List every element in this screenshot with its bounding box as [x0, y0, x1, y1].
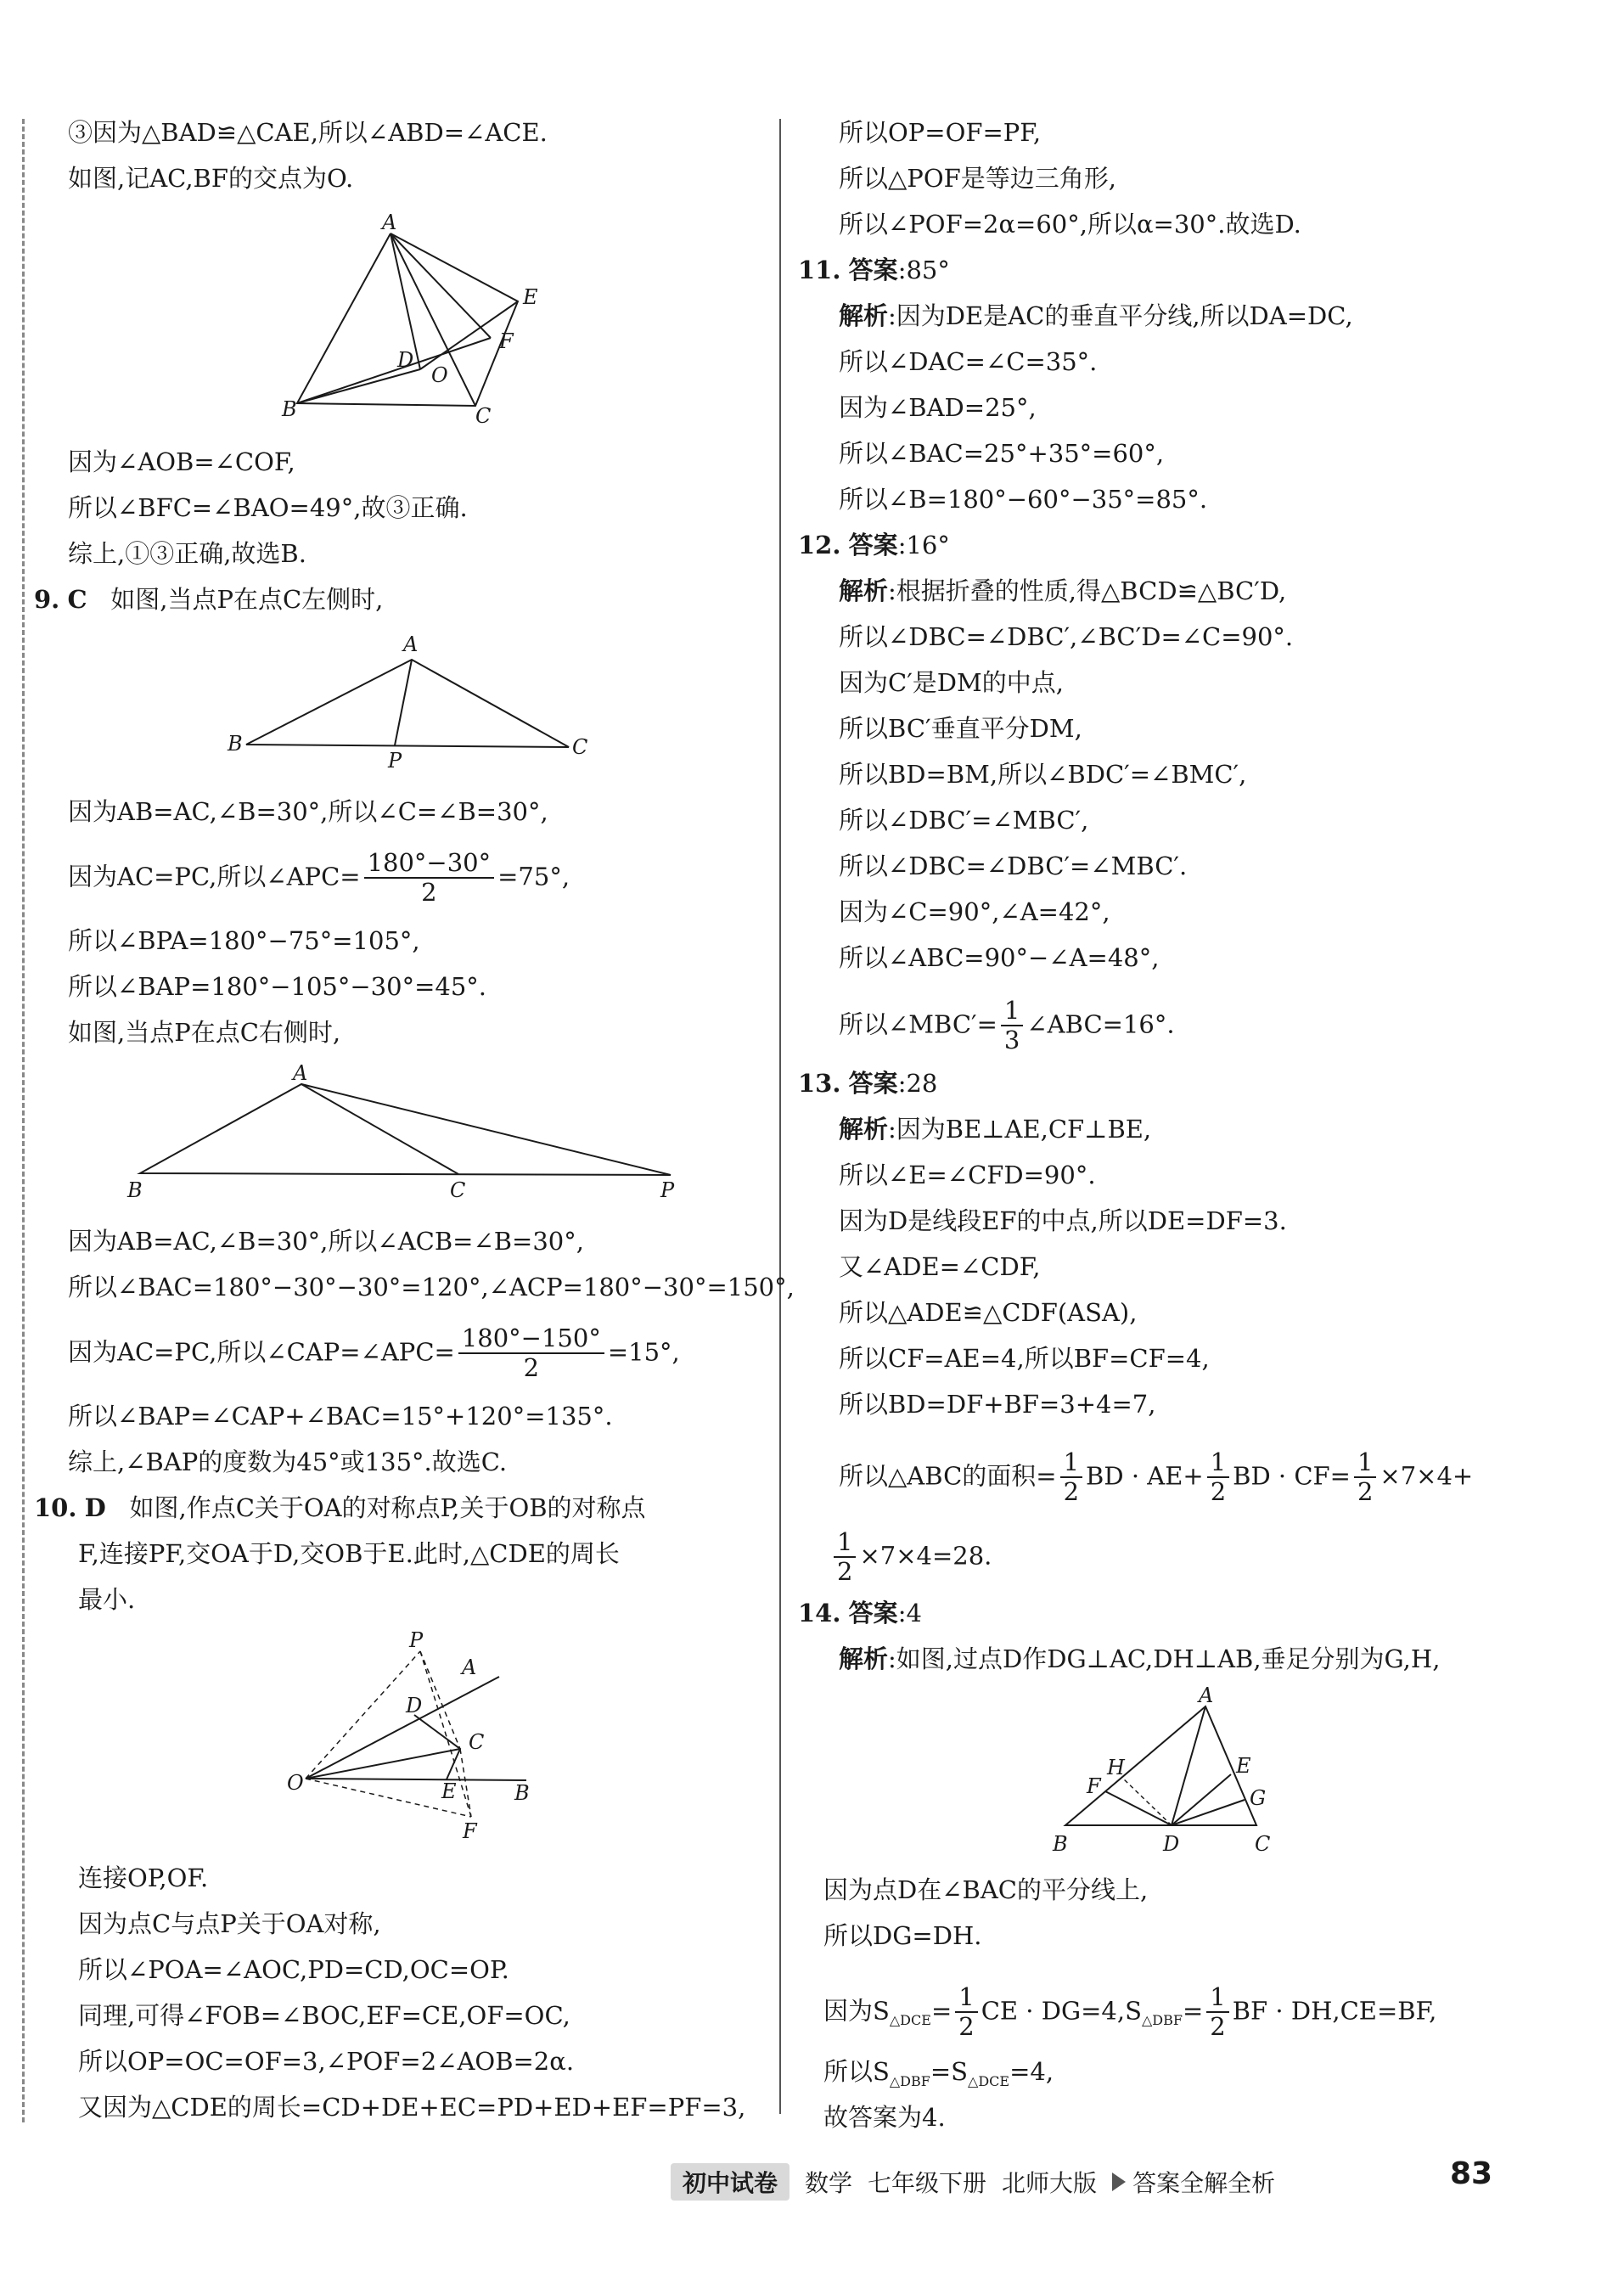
- fig5-triangle: [1065, 1706, 1256, 1825]
- left-line: 同理,可得∠FOB=∠BOC,EF=CE,OF=OC,: [78, 2001, 570, 2030]
- right-line: 所以∠E=∠CFD=90°.: [839, 1161, 1096, 1189]
- left-line: 所以∠BAP=∠CAP+∠BAC=15°+120°=135°.: [68, 1402, 613, 1431]
- left-line-fraction: [68, 849, 570, 908]
- question-13: [798, 1066, 937, 1100]
- subscript: △DBF: [1141, 2012, 1183, 2029]
- answer-value: :16°: [897, 531, 950, 559]
- fraction: [1207, 1448, 1229, 1507]
- right-line: 因为D是线段EF的中点,所以DE=DF=3.: [839, 1206, 1287, 1235]
- fig4-ray-OB: [306, 1779, 526, 1780]
- right-line-fraction: [839, 1448, 1473, 1507]
- numerator: 1: [1001, 997, 1023, 1026]
- fig5-seg: [1105, 1791, 1172, 1825]
- text: BF · DH,CE=BF,: [1232, 1996, 1437, 2026]
- right-line: 所以∠DAC=∠C=35°.: [839, 347, 1098, 376]
- fig1-seg: [297, 338, 491, 403]
- fig2-triangle: [246, 660, 569, 747]
- analysis-label: 解析: [839, 576, 889, 605]
- fig4-label: P: [409, 1628, 424, 1652]
- fig4-label: O: [287, 1771, 304, 1795]
- right-line: [839, 1112, 1151, 1146]
- text: ∠ABC=16°.: [1026, 1009, 1175, 1039]
- footer-grade: 七年级下册: [868, 2169, 987, 2197]
- left-line: 所以∠BFC=∠BAO=49°,故③正确.: [68, 493, 468, 522]
- fig3-label: B: [127, 1178, 143, 1202]
- fig5-dash: [1122, 1778, 1172, 1825]
- question-9: [34, 582, 383, 616]
- right-line: [823, 2055, 1054, 2099]
- fig1-label: A: [382, 211, 397, 234]
- fig4-seg: [306, 1749, 460, 1779]
- question-12: [798, 528, 950, 562]
- left-line-fraction: [68, 1324, 680, 1383]
- numerator: 1: [1207, 1448, 1229, 1478]
- text: 因为S: [823, 1996, 890, 2026]
- subscript: △DCE: [889, 2012, 931, 2029]
- denominator: 2: [837, 1557, 853, 1587]
- fraction: [458, 1324, 604, 1383]
- left-line: 所以OP=OC=OF=3,∠POF=2∠AOB=2α.: [78, 2047, 575, 2076]
- fig4-ray-OA: [306, 1677, 499, 1779]
- binding-dashed-line: [22, 119, 25, 2122]
- denominator: 2: [1210, 1477, 1227, 1507]
- right-line: 所以∠POF=2α=60°,所以α=30°.故选D.: [839, 210, 1301, 239]
- fig2-label: C: [572, 735, 588, 759]
- figure-4: [280, 1630, 552, 1851]
- right-line: 因为C′是DM的中点,: [839, 668, 1064, 697]
- left-line: 因为∠AOB=∠COF,: [68, 447, 295, 476]
- numerator: 180°−30°: [364, 849, 495, 879]
- text: =: [930, 1996, 952, 2026]
- fig1-outline: [297, 233, 518, 406]
- question-number: 11.: [798, 256, 841, 284]
- right-line: 所以∠DBC′=∠MBC′,: [839, 806, 1089, 835]
- question-10: [34, 1491, 646, 1525]
- text: :如图,过点D作DG⊥AC,DH⊥AB,垂足分别为G,H,: [888, 1644, 1441, 1673]
- fig2-label: B: [228, 732, 243, 756]
- fig5-seg: [1172, 1800, 1245, 1825]
- right-line: 因为点D在∠BAC的平分线上,: [823, 1875, 1149, 1904]
- text: 所以△ABC的面积=: [839, 1461, 1057, 1491]
- analysis-label: 解析: [839, 1644, 889, 1673]
- left-line: 因为点C与点P关于OA对称,: [78, 1909, 381, 1938]
- page-footer: [671, 2163, 1435, 2201]
- right-line: 所以DG=DH.: [823, 1921, 982, 1950]
- fig5-label: E: [1236, 1754, 1251, 1778]
- right-line: 所以CF=AE=4,所以BF=CF=4,: [839, 1344, 1210, 1373]
- fig2-seg: [395, 660, 412, 745]
- left-line: 所以∠BPA=180°−75°=105°,: [68, 926, 420, 955]
- fraction: [1206, 1983, 1228, 2042]
- question-text: 如图,当点P在点C左侧时,: [110, 585, 384, 614]
- choice-answer: D: [84, 1493, 106, 1522]
- analysis-label: 解析: [839, 1115, 889, 1144]
- answer-value: :85°: [897, 256, 950, 284]
- question-number: 14.: [798, 1599, 841, 1627]
- fig4-label: E: [441, 1779, 457, 1803]
- question-number: 13.: [798, 1069, 841, 1098]
- right-line: 又∠ADE=∠CDF,: [839, 1252, 1041, 1281]
- text: CE · DG=4,S: [981, 1996, 1142, 2026]
- right-line: 所以BD=DF+BF=3+4=7,: [839, 1390, 1156, 1419]
- answer-label: 答案: [848, 1069, 898, 1098]
- fig1-label: O: [431, 363, 448, 387]
- figure-2: [221, 630, 594, 774]
- fig2-label: P: [388, 749, 402, 773]
- numerator: 1: [1060, 1448, 1082, 1478]
- fig1-label: C: [475, 404, 492, 428]
- right-line: 所以∠BAC=25°+35°=60°,: [839, 439, 1165, 468]
- text: ×7×4=28.: [859, 1541, 992, 1571]
- left-line: ③因为△BAD≌△CAE,所以∠ABD=∠ACE.: [68, 118, 548, 147]
- right-line: 所以∠DBC=∠DBC′=∠MBC′.: [839, 852, 1188, 880]
- text: =: [1182, 1996, 1204, 2026]
- right-line: [839, 574, 1286, 608]
- right-line-fraction: [839, 997, 1175, 1055]
- left-line: 如图,当点P在点C右侧时,: [68, 1018, 341, 1047]
- fig1-label: E: [523, 285, 538, 309]
- denominator: 2: [958, 2012, 975, 2042]
- figure-3: [119, 1063, 696, 1207]
- figure-5: [1053, 1684, 1282, 1859]
- fig4-label: D: [406, 1694, 423, 1717]
- fraction: [834, 1528, 856, 1587]
- text: =15°,: [607, 1337, 680, 1367]
- left-line: 综上,∠BAP的度数为45°或135°.故选C.: [68, 1447, 508, 1476]
- right-line: 故答案为4.: [823, 2103, 946, 2132]
- right-line: [839, 299, 1353, 333]
- fig1-label: B: [282, 397, 297, 421]
- column-divider: [779, 119, 781, 2114]
- left-line: 所以∠POA=∠AOC,PD=CD,OC=OP.: [78, 1955, 509, 1984]
- text: :根据折叠的性质,得△BCD≌△BC′D,: [888, 576, 1287, 605]
- fig1-seg: [297, 369, 420, 403]
- question-14: [798, 1596, 922, 1630]
- fig4-seg: [414, 1715, 460, 1779]
- fig4-label: C: [469, 1730, 485, 1754]
- left-line: 所以∠BAC=180°−30°−30°=120°,∠ACP=180°−30°=150°,: [68, 1273, 795, 1301]
- fig3-label: P: [660, 1178, 675, 1202]
- text: :因为BE⊥AE,CF⊥BE,: [888, 1115, 1152, 1144]
- left-line: 又因为△CDE的周长=CD+DE+EC=PD+ED+EF=PF=3,: [78, 2093, 746, 2122]
- subscript: △DCE: [968, 2072, 1010, 2089]
- fraction: [1060, 1448, 1082, 1507]
- numerator: 180°−150°: [458, 1324, 604, 1354]
- answer-label: 答案: [848, 1599, 898, 1627]
- right-line: 所以∠ABC=90°−∠A=48°,: [839, 943, 1160, 972]
- question-11: [798, 253, 950, 287]
- question-number: 9.: [34, 585, 60, 614]
- numerator: 1: [834, 1528, 856, 1558]
- text: 所以∠MBC′=: [839, 1009, 997, 1039]
- fig5-seg: [1172, 1774, 1231, 1825]
- fig5-label: A: [1199, 1684, 1214, 1707]
- denominator: 2: [1357, 1477, 1374, 1507]
- right-line: 所以△POF是等边三角形,: [839, 164, 1116, 193]
- right-line: [839, 1642, 1440, 1676]
- footer-edition: 北师大版: [1002, 2169, 1098, 2197]
- answer-value: :28: [897, 1069, 938, 1098]
- denominator: 3: [1003, 1026, 1020, 1055]
- numerator: 1: [955, 1983, 977, 2013]
- fraction: [364, 849, 495, 908]
- right-line: 所以∠DBC=∠DBC′,∠BC′D=∠C=90°.: [839, 622, 1294, 651]
- left-line: 连接OP,OF.: [78, 1863, 209, 1892]
- denominator: 2: [1210, 2012, 1226, 2042]
- play-triangle-icon: [1112, 2173, 1126, 2191]
- numerator: 1: [1354, 1448, 1376, 1478]
- fig4-label: F: [463, 1819, 477, 1843]
- denominator: 2: [1063, 1477, 1080, 1507]
- right-line: 因为∠C=90°,∠A=42°,: [839, 897, 1110, 926]
- left-line: 所以∠BAP=180°−105°−30°=45°.: [68, 972, 486, 1001]
- fig5-label: H: [1107, 1756, 1125, 1779]
- right-line: 所以OP=OF=PF,: [839, 118, 1042, 147]
- fig4-label: B: [514, 1781, 530, 1805]
- right-line: 所以△ADE≌△CDF(ASA),: [839, 1298, 1138, 1327]
- footer-tagline: 答案全解全析: [1132, 2169, 1276, 2197]
- fraction: [955, 1983, 977, 2042]
- question-text: 如图,作点C关于OA的对称点P,关于OB的对称点: [129, 1493, 646, 1522]
- fig5-seg: [1172, 1706, 1205, 1825]
- fig5-label: D: [1163, 1832, 1180, 1856]
- fig5-label: C: [1255, 1832, 1271, 1856]
- analysis-label: 解析: [839, 301, 889, 330]
- right-line: 所以∠B=180°−60°−35°=85°.: [839, 485, 1208, 514]
- fig4-label: A: [462, 1655, 477, 1679]
- fig3-triangle: [140, 1084, 671, 1175]
- text: =4,: [1009, 2057, 1054, 2086]
- text: ×7×4+: [1380, 1461, 1474, 1491]
- right-line: 所以BD=BM,所以∠BDC′=∠BMC′,: [839, 760, 1247, 789]
- fig5-label: G: [1250, 1786, 1267, 1810]
- answer-label: 答案: [848, 531, 898, 559]
- right-line: 因为∠BAD=25°,: [839, 393, 1037, 422]
- brand-label: 初中试卷: [671, 2163, 790, 2201]
- fig1-label: D: [397, 348, 414, 372]
- left-line: 最小.: [78, 1585, 136, 1614]
- text: BD · CF=: [1233, 1461, 1351, 1491]
- numerator: 1: [1206, 1983, 1228, 2013]
- denominator: 2: [421, 878, 437, 908]
- page-number: 83: [1450, 2156, 1493, 2191]
- question-number: 12.: [798, 531, 841, 559]
- text: :因为DE是AC的垂直平分线,所以DA=DC,: [888, 301, 1353, 330]
- right-line-fraction: [830, 1528, 992, 1587]
- fig4-dash: [460, 1749, 471, 1817]
- fig3-seg: [301, 1084, 458, 1174]
- fig1-seg: [391, 233, 491, 338]
- fig1-label: F: [499, 329, 514, 353]
- subscript: △DBF: [889, 2072, 930, 2089]
- text: =75°,: [497, 862, 570, 891]
- denominator: 2: [523, 1353, 540, 1383]
- right-line-fraction: [823, 1983, 1436, 2042]
- text: 所以S: [823, 2057, 890, 2086]
- left-line: 因为AB=AC,∠B=30°,所以∠C=∠B=30°,: [68, 797, 548, 826]
- fig5-label: B: [1053, 1832, 1068, 1856]
- fraction: [1354, 1448, 1376, 1507]
- fraction: [1001, 997, 1023, 1055]
- fig3-label: A: [293, 1061, 308, 1085]
- fig3-label: C: [450, 1178, 466, 1202]
- choice-answer: C: [67, 585, 87, 614]
- right-line: 所以BC′垂直平分DM,: [839, 714, 1082, 743]
- footer-subject: 数学: [805, 2169, 853, 2197]
- figure-1: [272, 212, 552, 433]
- left-line: 如图,记AC,BF的交点为O.: [68, 164, 354, 193]
- question-number: 10.: [34, 1493, 77, 1522]
- text: 因为AC=PC,所以∠CAP=∠APC=: [68, 1337, 455, 1367]
- answer-value: :4: [897, 1599, 922, 1627]
- left-line: 综上,①③正确,故选B.: [68, 539, 306, 568]
- text: =S: [930, 2057, 969, 2086]
- text: BD · AE+: [1086, 1461, 1204, 1491]
- left-line: F,连接PF,交OA于D,交OB于E.此时,△CDE的周长: [78, 1539, 620, 1568]
- text: 因为AC=PC,所以∠APC=: [68, 862, 361, 891]
- fig5-label: F: [1087, 1774, 1101, 1798]
- fig2-label: A: [403, 632, 419, 656]
- left-line: 因为AB=AC,∠B=30°,所以∠ACB=∠B=30°,: [68, 1227, 584, 1256]
- answer-label: 答案: [848, 256, 898, 284]
